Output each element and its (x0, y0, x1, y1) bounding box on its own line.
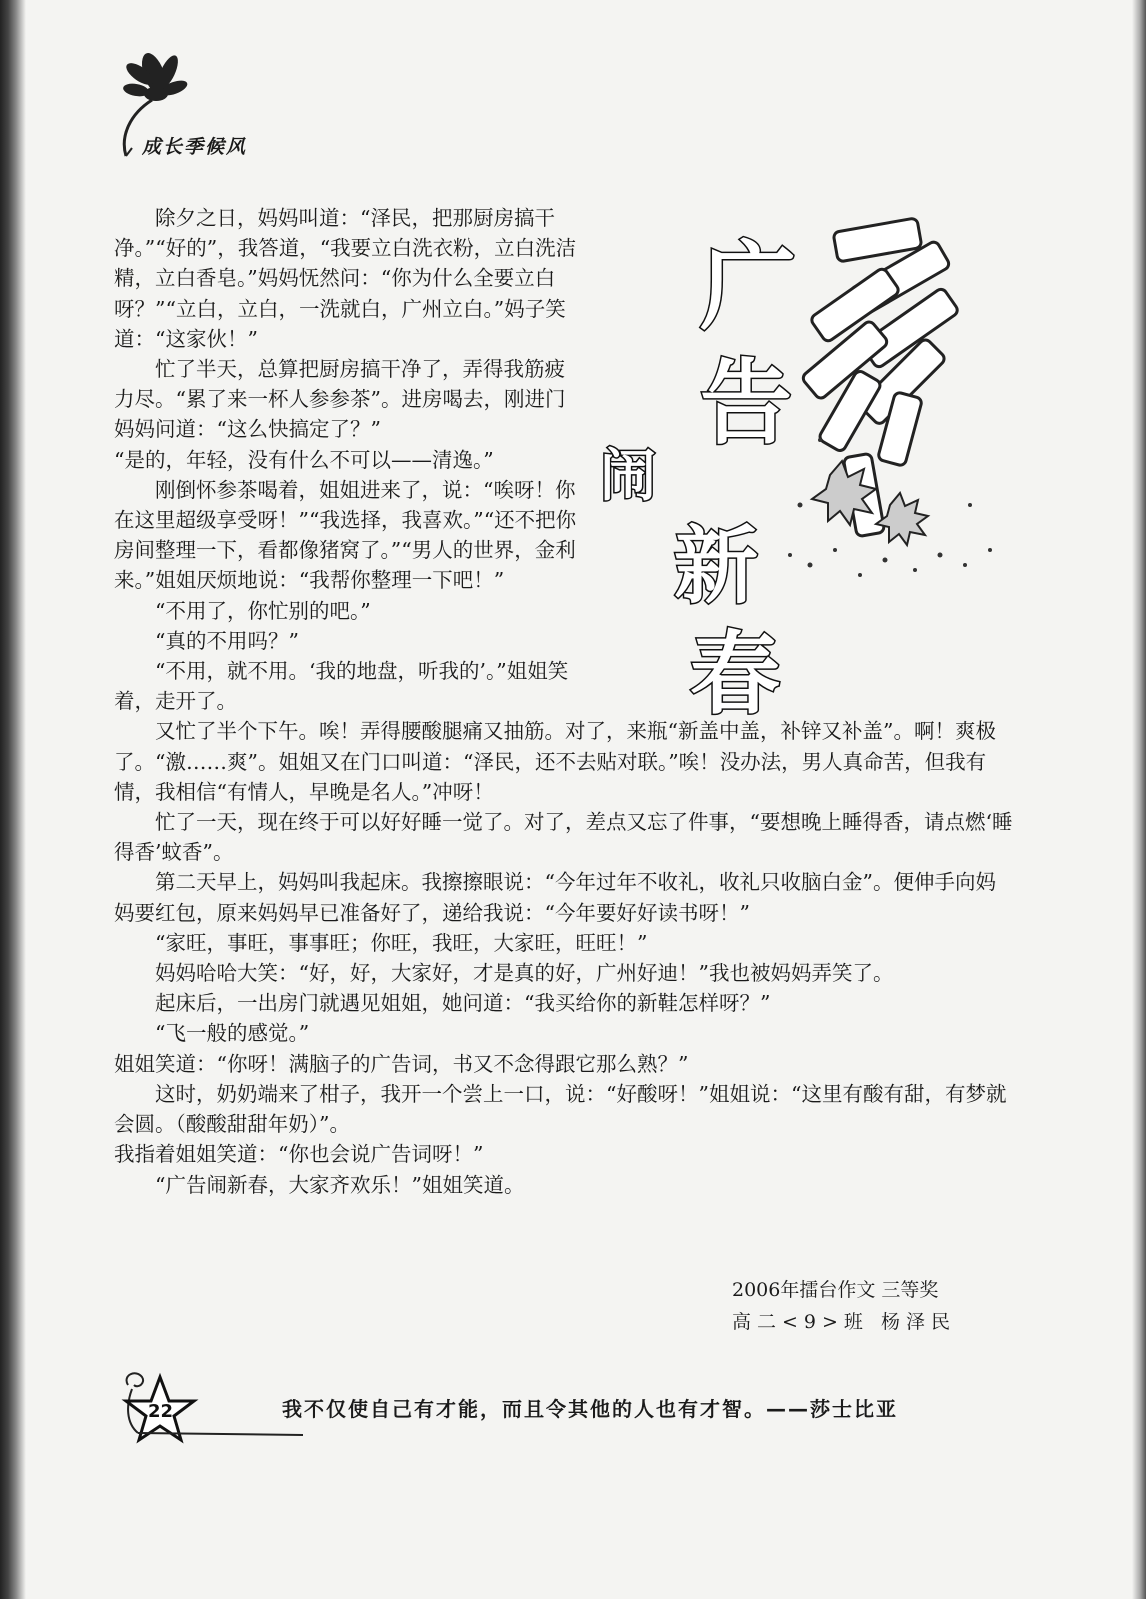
paragraph: 忙了半天，总算把厨房搞干净了，弄得我筋疲力尽。“累了来一杯人参参茶”。进房喝去，刚进门妈妈问道：“这么快搞定了？” (114, 357, 566, 442)
paragraph: 这时，奶奶端来了柑子，我开一个尝上一口，说：“好酸呀！”姐姐说：“这里有酸有甜，有梦就会圆。（酸酸甜甜年奶）”。 (114, 1081, 1007, 1137)
art-char-5: 春 (690, 622, 780, 727)
footer-quote: 我不仅使自己有才能，而且令其他的人也有才智。——莎士比亚 (282, 1397, 898, 1421)
paragraph: “家旺，事旺，事事旺；你旺，我旺，大家旺，旺旺！” (155, 930, 648, 955)
paragraph: 又忙了半个下午。唉！弄得腰酸腿痛又抽筋。对了，来瓶“新盖中盖，补锌又补盖”。啊！爽极了。“激……爽”。姐姐又在门口叫道：“泽民，还不去贴对联。”唉！没办法，男人真命苦，但我有情，我相信“有情人，早晚是名人。”冲呀！ (114, 719, 996, 804)
art-char-2: 告 (700, 350, 793, 457)
paragraph: “飞一般的感觉。” (155, 1021, 310, 1046)
art-char-3: 闹 (600, 444, 656, 509)
paragraph: “广告闹新春，大家齐欢乐！”姐姐笑道。 (155, 1172, 525, 1197)
star-page-badge-icon (118, 1365, 308, 1445)
award-line: 2006年擂台作文 三等奖 (732, 1279, 939, 1301)
art-char-1: 广 (700, 231, 796, 343)
paragraph: 忙了一天，现在终于可以好好睡一觉了。对了，差点又忘了件事，“要想晚上睡得香，请点燃‘睡得香’蚊香”。 (114, 810, 1013, 865)
section-title: 成长季候风 (142, 136, 248, 158)
paragraph: 我指着姐姐笑道：“你也会说广告词呀！” (114, 1142, 484, 1167)
scan-shadow-right (1132, 0, 1146, 1599)
author-line: 高二<9>班 杨泽民 (732, 1311, 956, 1333)
art-char-4: 新 (674, 517, 759, 615)
scan-shadow-left (0, 0, 26, 1599)
paragraph: “不用，就不用。‘我的地盘，听我的’。”姐姐笑着，走开了。 (114, 659, 569, 714)
paragraph: “是的，年轻，没有什么不可以——清逸。” (114, 447, 494, 472)
page-number: 22 (148, 1401, 174, 1422)
paragraph: 姐姐笑道：“你呀！满脑子的广告词，书又不念得跟它那么熟？” (114, 1051, 689, 1076)
paragraph: 第二天早上，妈妈叫我起床。我擦擦眼说：“今年过年不收礼，收礼只收脑白金”。便伸手向妈妈要红包，原来妈妈早已准备好了，递给我说：“今年要好好读书呀！” (114, 870, 996, 925)
paragraph: 除夕之日，妈妈叫道：“泽民，把那厨房搞干净。”“好的”，我答道，“我要立白洗衣粉，立白洗洁精，立白香皂。”妈妈怃然问：“你为什么全要立白呀？”“立白，立白，一洗就白，广州立白。”妈子笑道：“这家伙！” (114, 206, 577, 351)
paragraph: 刚倒怀参茶喝着，姐姐进来了，说：“唉呀！你在这里超级享受呀！”“我选择，我喜欢。”“还不把你房间整理一下，看都像猪窝了。”“男人的世界，金利来。”姐姐厌烦地说：“我帮你整理一下吧！” (114, 477, 577, 593)
paragraph: 起床后，一出房门就遇见姐姐，她问道：“我买给你的新鞋怎样呀？” (155, 991, 771, 1016)
article-body (114, 203, 1014, 1200)
paragraph: 妈妈哈哈大笑：“好，好，大家好，才是真的好，广州好迪！”我也被妈妈弄笑了。 (155, 961, 894, 986)
paragraph: “真的不用吗？” (155, 628, 299, 653)
paragraph: “不用了，你忙别的吧。” (155, 598, 371, 623)
